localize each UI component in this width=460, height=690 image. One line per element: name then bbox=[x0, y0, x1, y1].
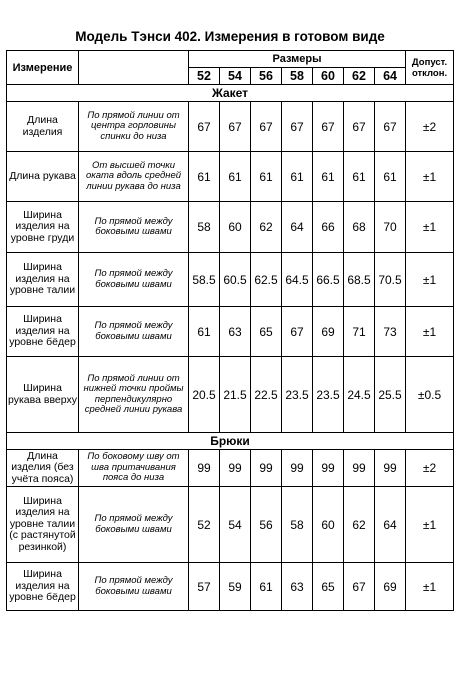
measurement-value: 99 bbox=[375, 450, 406, 487]
measurement-value: 23.5 bbox=[282, 357, 313, 433]
measurement-description: От высшей точки оката вдоль средней линии рукава до низа bbox=[79, 152, 189, 202]
size-header-cell: 54 bbox=[220, 68, 251, 85]
measurement-value: 67 bbox=[344, 102, 375, 152]
table-row bbox=[7, 357, 454, 433]
description-header bbox=[79, 51, 189, 85]
measurement-description: По прямой между боковыми швами bbox=[79, 253, 189, 307]
measurement-value: 61 bbox=[189, 152, 220, 202]
measurement-value: 60.5 bbox=[220, 253, 251, 307]
tolerance-value: ±2 bbox=[406, 102, 454, 152]
tolerance-value: ±1 bbox=[406, 152, 454, 202]
table-row bbox=[7, 152, 454, 202]
measurement-value: 99 bbox=[313, 450, 344, 487]
measurement-value: 59 bbox=[220, 563, 251, 611]
measurement-value: 61 bbox=[282, 152, 313, 202]
measurement-description: По прямой между боковыми швами bbox=[79, 307, 189, 357]
page-title: Модель Тэнси 402. Измерения в готовом виде bbox=[75, 29, 385, 44]
measurement-name: Длина изделия bbox=[7, 102, 79, 152]
table-row bbox=[7, 487, 454, 563]
measurement-value: 61 bbox=[344, 152, 375, 202]
measurement-value: 63 bbox=[220, 307, 251, 357]
table-row bbox=[7, 450, 454, 487]
measurement-name: Ширина изделия на уровне бёдер bbox=[7, 563, 79, 611]
measurement-value: 66 bbox=[313, 202, 344, 253]
measurement-table bbox=[6, 50, 454, 611]
tolerance-value: ±1 bbox=[406, 253, 454, 307]
measurement-value: 71 bbox=[344, 307, 375, 357]
measurement-value: 58 bbox=[189, 202, 220, 253]
measurement-value: 63 bbox=[282, 563, 313, 611]
measurement-description: По прямой линии от нижней точки проймы перпендикулярно средней линии рукава bbox=[79, 357, 189, 433]
measurement-value: 61 bbox=[189, 307, 220, 357]
tolerance-value: ±1 bbox=[406, 563, 454, 611]
measurement-value: 62 bbox=[251, 202, 282, 253]
section-header: Брюки bbox=[7, 433, 454, 450]
measurement-value: 67 bbox=[189, 102, 220, 152]
measurement-value: 70 bbox=[375, 202, 406, 253]
tolerance-value: ±1 bbox=[406, 307, 454, 357]
measurement-value: 65 bbox=[313, 563, 344, 611]
measurement-value: 70.5 bbox=[375, 253, 406, 307]
measurement-value: 67 bbox=[282, 102, 313, 152]
size-header-cell: 60 bbox=[313, 68, 344, 85]
measurement-name: Ширина рукава вверху bbox=[7, 357, 79, 433]
measurement-value: 99 bbox=[220, 450, 251, 487]
measurement-value: 60 bbox=[313, 487, 344, 563]
measurement-value: 64 bbox=[375, 487, 406, 563]
measurement-value: 67 bbox=[282, 307, 313, 357]
measurement-description: По боковому шву от шва притачивания пояса до низа bbox=[79, 450, 189, 487]
measurement-value: 24.5 bbox=[344, 357, 375, 433]
measurement-value: 20.5 bbox=[189, 357, 220, 433]
section-header: Жакет bbox=[7, 85, 454, 102]
table-row bbox=[7, 253, 454, 307]
measurement-value: 56 bbox=[251, 487, 282, 563]
measurement-name: Ширина изделия на уровне бёдер bbox=[7, 307, 79, 357]
measurement-name: Ширина изделия на уровне талии (с растянутой резинкой) bbox=[7, 487, 79, 563]
measurement-value: 23.5 bbox=[313, 357, 344, 433]
measurement-value: 54 bbox=[220, 487, 251, 563]
measurement-value: 62.5 bbox=[251, 253, 282, 307]
size-header-cell: 62 bbox=[344, 68, 375, 85]
measurement-value: 61 bbox=[251, 563, 282, 611]
measurement-value: 99 bbox=[251, 450, 282, 487]
size-header-cell: 64 bbox=[375, 68, 406, 85]
measurement-value: 73 bbox=[375, 307, 406, 357]
measurement-value: 62 bbox=[344, 487, 375, 563]
measurement-value: 64.5 bbox=[282, 253, 313, 307]
measurement-name: Ширина изделия на уровне груди bbox=[7, 202, 79, 253]
measurement-value: 57 bbox=[189, 563, 220, 611]
measurement-value: 61 bbox=[375, 152, 406, 202]
measurement-value: 69 bbox=[313, 307, 344, 357]
size-header-cell: 52 bbox=[189, 68, 220, 85]
measurement-description: По прямой между боковыми швами bbox=[79, 487, 189, 563]
size-header-cell: 58 bbox=[282, 68, 313, 85]
measurement-value: 22.5 bbox=[251, 357, 282, 433]
table-row bbox=[7, 563, 454, 611]
table-row bbox=[7, 102, 454, 152]
measurement-value: 25.5 bbox=[375, 357, 406, 433]
size-header-cell: 56 bbox=[251, 68, 282, 85]
measurement-description: По прямой между боковыми швами bbox=[79, 563, 189, 611]
measurement-value: 64 bbox=[282, 202, 313, 253]
measurement-value: 99 bbox=[282, 450, 313, 487]
measurement-value: 69 bbox=[375, 563, 406, 611]
measure-header: Измерение bbox=[7, 51, 79, 85]
measurement-description: По прямой между боковыми швами bbox=[79, 202, 189, 253]
measurement-name: Длина рукава bbox=[7, 152, 79, 202]
measurement-value: 67 bbox=[375, 102, 406, 152]
measurement-value: 99 bbox=[189, 450, 220, 487]
measurement-value: 58.5 bbox=[189, 253, 220, 307]
measurement-value: 65 bbox=[251, 307, 282, 357]
measurement-value: 68 bbox=[344, 202, 375, 253]
tolerance-value: ±0.5 bbox=[406, 357, 454, 433]
tolerance-header: Допуст. отклон. bbox=[406, 51, 454, 85]
measurement-value: 67 bbox=[251, 102, 282, 152]
measurement-value: 61 bbox=[313, 152, 344, 202]
tolerance-value: ±2 bbox=[406, 450, 454, 487]
measurement-value: 58 bbox=[282, 487, 313, 563]
measurement-description: По прямой линии от центра горловины спинки до низа bbox=[79, 102, 189, 152]
measurement-value: 61 bbox=[220, 152, 251, 202]
measurement-value: 99 bbox=[344, 450, 375, 487]
measurement-value: 52 bbox=[189, 487, 220, 563]
sizes-header: Размеры bbox=[189, 51, 406, 68]
table-row bbox=[7, 307, 454, 357]
measurement-value: 67 bbox=[220, 102, 251, 152]
tolerance-value: ±1 bbox=[406, 487, 454, 563]
measurement-name: Ширина изделия на уровне талии bbox=[7, 253, 79, 307]
measurement-name: Длина изделия (без учёта пояса) bbox=[7, 450, 79, 487]
measurement-value: 21.5 bbox=[220, 357, 251, 433]
measurement-value: 67 bbox=[313, 102, 344, 152]
measurement-value: 68.5 bbox=[344, 253, 375, 307]
measurement-value: 60 bbox=[220, 202, 251, 253]
tolerance-value: ±1 bbox=[406, 202, 454, 253]
measurement-value: 61 bbox=[251, 152, 282, 202]
measurement-value: 66.5 bbox=[313, 253, 344, 307]
measurement-value: 67 bbox=[344, 563, 375, 611]
table-row bbox=[7, 202, 454, 253]
